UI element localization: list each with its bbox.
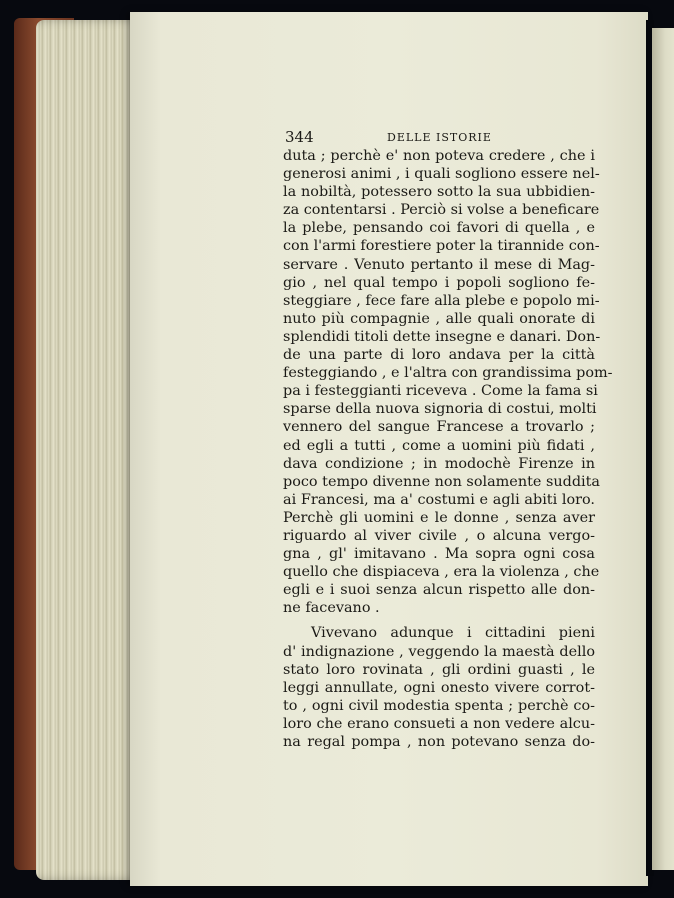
text-line: servare . Venuto pertanto il mese di Mag- xyxy=(283,256,595,273)
text-line: ai Francesi, ma a' costumi e agli abiti loro. xyxy=(283,491,595,508)
paragraph xyxy=(283,624,595,751)
text-line: nuto più compagnie , alle quali onorate di xyxy=(283,310,595,327)
text-line: splendidi titoli dette insegne e danari. Don- xyxy=(283,328,601,345)
text-line: na regal pompa , non potevano senza do- xyxy=(283,734,595,750)
text-line: egli e i suoi senza alcun rispetto alle don- xyxy=(283,582,595,599)
text-line: Perchè gli uomini e le donne , senza aver xyxy=(283,509,595,526)
text-line: duta ; perchè e' non poteva credere , che i xyxy=(283,148,595,164)
text-line: generosi animi , i quali sogliono essere nel- xyxy=(283,166,600,183)
text-line: la nobiltà, potessero sotto la sua ubbidien- xyxy=(283,184,595,201)
text-line: d' indignazione , veggendo la maestà dello xyxy=(283,643,595,660)
paragraph xyxy=(283,147,613,617)
text-line: gna , gl' imitavano . Ma sopra ogni cosa xyxy=(283,546,595,563)
text-line: to , ogni civil modestia spenta ; perchè co- xyxy=(283,697,595,714)
text-line: stato loro rovinata , gli ordini guasti , le xyxy=(283,661,595,678)
text-line: ne facevano . xyxy=(283,600,380,617)
text-line: vennero del sangue Francese a trovarlo ; xyxy=(283,419,595,436)
page-number: 344 xyxy=(285,128,314,146)
text-line: gio , nel qual tempo i popoli sogliono fe- xyxy=(283,274,595,291)
text-line: festeggiando , e l'altra con grandissima pom- xyxy=(283,365,613,382)
text-line: ed egli a tutti , come a uomini più fidati , xyxy=(283,437,595,454)
text-line: pa i festeggianti riceveva . Come la fama si xyxy=(283,383,598,400)
text-line: quello che dispiaceva , era la violenza , che xyxy=(283,564,600,581)
text-line: riguardo al viver civile , o alcuna vergo- xyxy=(283,527,595,544)
page-header xyxy=(283,127,595,147)
text-line: sparse della nuova signoria di costui, molti xyxy=(283,401,597,418)
text-line: dava condizione ; in modochè Firenze in xyxy=(283,455,595,472)
running-head: DELLE ISTORIE xyxy=(387,131,492,144)
text-line: de una parte di loro andava per la città xyxy=(283,347,595,364)
facing-page-edge xyxy=(652,28,674,870)
page-text xyxy=(283,127,613,751)
text-line: la plebe, pensando coi favori di quella , e xyxy=(283,220,595,237)
text-line: loro che erano consueti a non vedere alcu- xyxy=(283,715,595,732)
text-line: steggiare , fece fare alla plebe e popolo mi- xyxy=(283,292,600,309)
text-line: Vivevano adunque i cittadini pieni xyxy=(311,625,595,642)
paragraph-gap xyxy=(283,617,595,624)
text-line: poco tempo divenne non solamente suddita xyxy=(283,473,601,490)
body-text xyxy=(283,147,613,751)
text-line: za contentarsi . Perciò si volse a beneficare xyxy=(283,202,600,219)
text-line: con l'armi forestiere poter la tirannide con- xyxy=(283,238,600,255)
text-line: leggi annullate, ogni onesto vivere corrot- xyxy=(283,679,595,696)
